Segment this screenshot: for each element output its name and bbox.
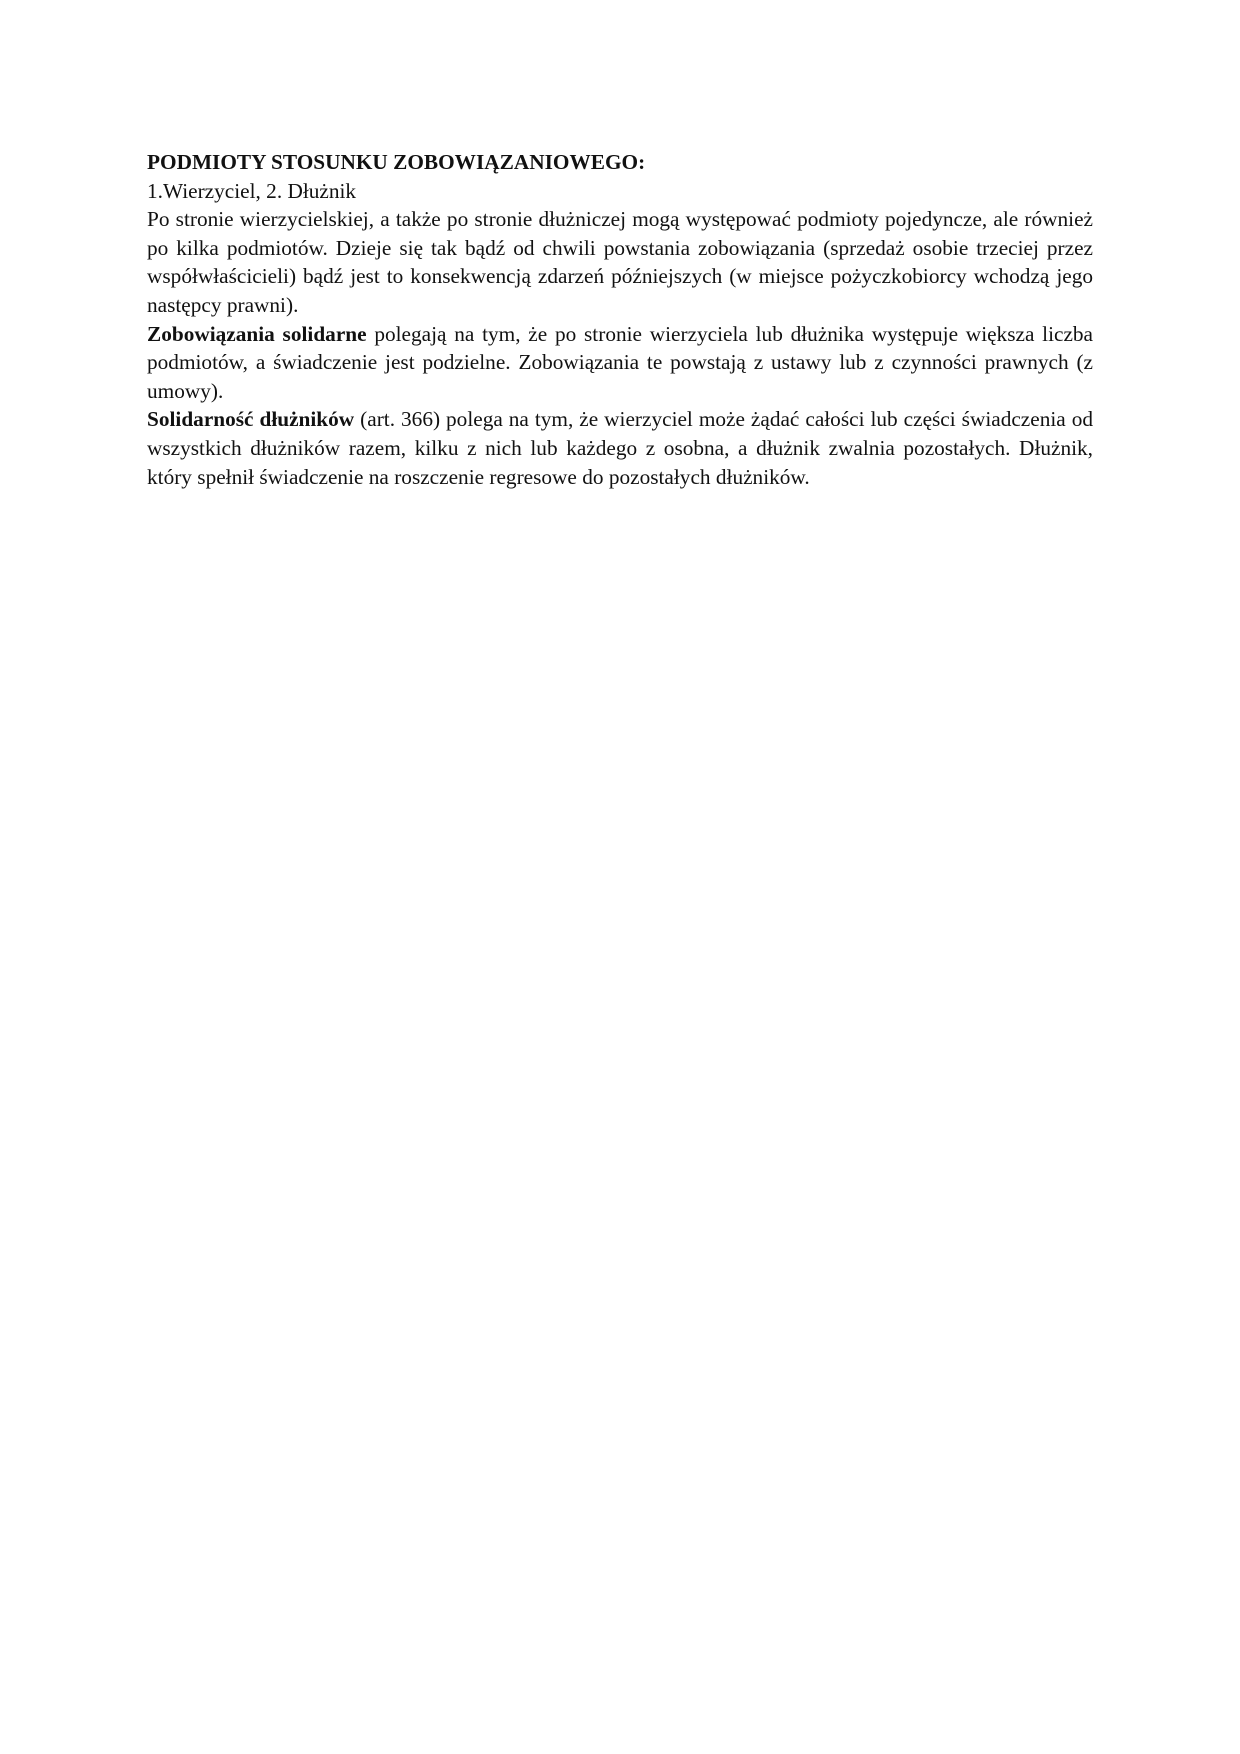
subjects-line: 1.Wierzyciel, 2. Dłużnik [147,178,357,203]
document-title: PODMIOTY STOSUNKU ZOBOWIĄZANIOWEGO: [147,150,646,174]
paragraph-debtor-solidarity [147,405,1093,491]
paragraph-text: Po stronie wierzycielskiej, a także po stronie dłużniczej mogą występować podmioty pojedyncze, ale również po kilka podmiotów. Dzieje się tak bądź od chwili powstania zobowiązania (sprzedaż osobie trzeciej przez współwłaścicieli) bądź jest to konsekwencją zdarzeń późniejszych (w miejsce pożyczkobiorcy wchodzą jego następcy prawni). [147,207,1093,317]
paragraph-text: (art. 366) polega na tym, że wierzyciel może żądać całości lub części świadczenia od wszystkich dłużników razem, kilku z nich lub każdego z osobna, a dłużnik zwalnia pozostałych. Dłużnik, który spełnił świadczenie na roszczenie regresowe do pozostałych dłużników. [147,407,1093,489]
paragraph-parties [147,205,1093,319]
term-joint-obligations: Zobowiązania solidarne [147,321,367,346]
term-debtor-solidarity: Solidarność dłużników [147,407,355,432]
paragraph-joint-obligations [147,320,1093,406]
paragraph-text: polegają na tym, że po stronie wierzyciela lub dłużnika występuje większa liczba podmiotów, a świadczenie jest podzielne. Zobowiązania te powstają z ustawy lub z czynności prawnych (z umowy). [147,321,1093,403]
document-page [147,148,1093,491]
